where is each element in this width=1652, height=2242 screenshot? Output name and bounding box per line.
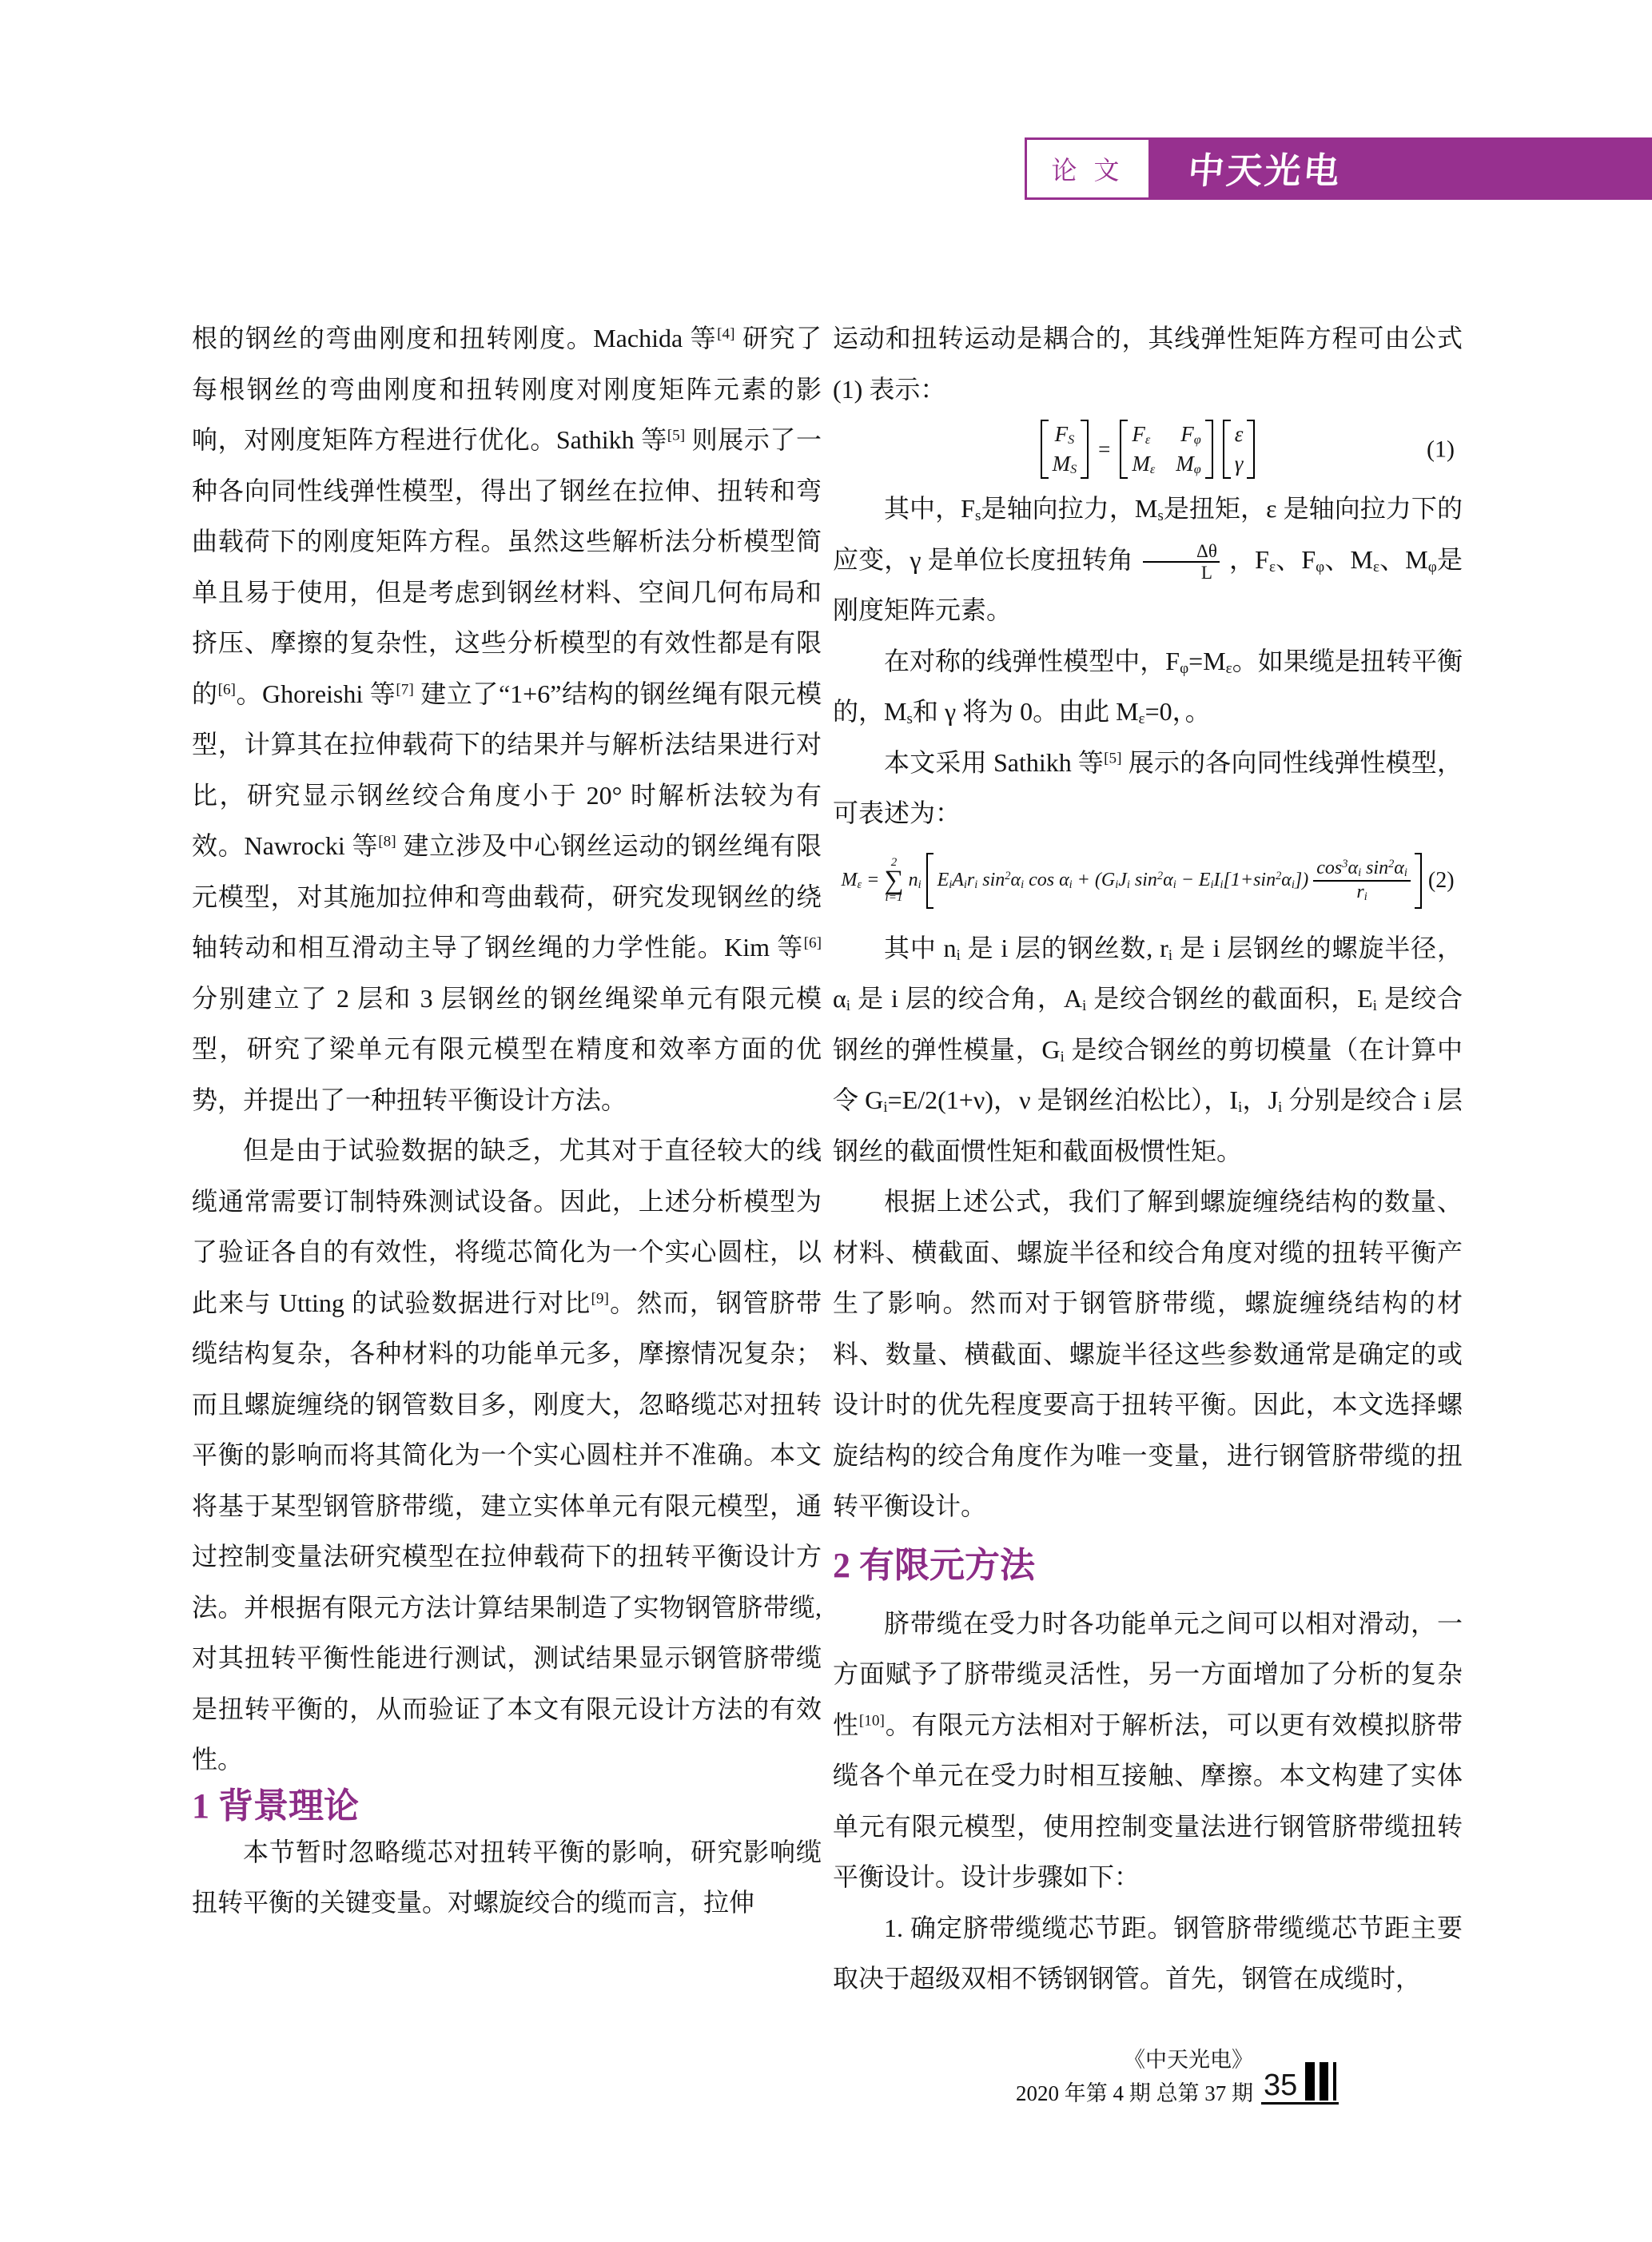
paper-tag-box xyxy=(1025,137,1151,200)
right-column xyxy=(833,313,1463,2005)
equals-sign: = xyxy=(1098,436,1111,461)
footer-issue-info: 2020 年第 4 期 总第 37 期 xyxy=(1016,2081,1253,2105)
journal-logo: 中天光电 xyxy=(1186,149,1343,193)
body-paragraph: 根据上述公式，我们了解到螺旋缠绕结构的数量、材料、横截面、螺旋半径和绞合角度对缆的扭转平衡产生了影响。然而对于钢管脐带缆，螺旋缠绕结构的材料、数量、横截面、螺旋半径这些参数通常是确定的或设计时的优先程度要高于扭转平衡。因此，本文选择螺旋结构的绞合角度作为唯一变量，进行钢管脐带缆的扭转平衡设计。 xyxy=(833,1187,1463,1520)
body-paragraph: 其中 $n_i$ 是 i 层的钢丝数, $r_i$ 是 i 层钢丝的螺旋半径，$\alpha_i$ 是 i 层的绞合角，$A_i$ 是绞合钢丝的截面积，$E_i$ 是绞合钢丝的弹性模量，$G_i$ 是绞合钢丝的剪切模量（在计算中令 $G_i=E/2(1+\nu)$，ν 是钢丝泊松比），$I_i$，$J_i$ 分别是绞合 i 层钢丝的截面惯性矩和截面极惯性矩。 xyxy=(833,933,1463,1165)
section-heading-fem-method: 2 有限元方法 xyxy=(833,1545,1035,1585)
body-paragraph: 在对称的线弹性模型中，$F_\varphi=M_\varepsilon$。如果缆是扭转平衡的，$M_s$和 γ 将为 0。由此 $M_\varepsilon=0$，。 xyxy=(833,646,1463,727)
formula2-lhs: $M_\varepsilon$ = xyxy=(841,870,880,892)
footer-journal-name: 《中天光电》 xyxy=(1124,2048,1253,2072)
body-paragraph: 本节暂时忽略缆芯对扭转平衡的影响，研究影响缆扭转平衡的关键变量。对螺旋绞合的缆而言，拉伸 xyxy=(192,1837,822,1917)
matrix-equation xyxy=(1041,420,1256,479)
equation-number-2: (2) xyxy=(1427,867,1455,893)
body-paragraph: 脐带缆在受力时各功能单元之间可以相对滑动，一方面赋予了脐带缆灵活性，另一方面增加了分析的复杂性[10]。有限元方法相对于解析法，可以更有效模拟脐带缆各个单元在受力时相互接触、摩擦。本文构建了实体单元有限元模型，使用控制变量法进行钢管脐带缆扭转平衡设计。设计步骤如下： xyxy=(833,1608,1463,1891)
page-number-block xyxy=(1261,2062,1339,2105)
left-column xyxy=(192,313,822,1929)
body-paragraph: 运动和扭转运动是耦合的，其线弹性矩阵方程可由公式 (1) 表示： xyxy=(833,324,1463,404)
body-paragraph: 其中，$F_s$是轴向拉力，$M_s$是扭矩，ε 是轴向拉力下的应变，γ 是单位长度扭转角 $\frac{\Delta\theta}{L}$ ，$F_\varepsilon$、$F_\varphi$、$M_\varepsilon$、$M_\varphi$是刚度矩阵元素。 xyxy=(833,494,1463,624)
body-paragraph: 1. 确定脐带缆缆芯节距。钢管脐带缆缆芯节距主要取决于超级双相不锈钢钢管。首先，钢管在成缆时， xyxy=(833,1913,1463,1993)
section-heading-background-theory: 1 背景理论 xyxy=(192,1786,359,1826)
inline-fraction-twist-angle: $\frac{\Delta\theta}{L}$ xyxy=(1143,541,1220,583)
page-number: 35 xyxy=(1264,2069,1298,2102)
formula-2: $M_\varepsilon$ = 2 ∑ i=1 $n_i$ $E_iA_ir_i$ $\sin^2\alpha_i$ $\cos \alpha_i + (G_iJ_i$ $\sin^2\alpha_i - E_iI_i[1+\sin^2\alpha_i]$) $\frac{\cos^3\alpha_i \sin^2\alpha_i}{r_i}$ (2) xyxy=(833,839,1463,923)
formula-1 xyxy=(833,415,1463,484)
page-marker-bars-icon xyxy=(1305,2062,1336,2101)
equation-number-1: (1) xyxy=(1427,436,1455,463)
body-paragraph: 根的钢丝的弯曲刚度和扭转刚度。Machida 等[4] 研究了每根钢丝的弯曲刚度和扭转刚度对刚度矩阵元素的影响，对刚度矩阵方程进行优化。Sathikh 等[5] 则展示了一种各向同性线弹性模型，得出了钢丝在拉伸、扭转和弯曲载荷下的刚度矩阵方程。虽然这些解析法分析模型简单且易于使用，但是考虑到钢丝材料、空间几何布局和挤压、摩擦的复杂性，这些分析模型的有效性都是有限的[6]。Ghoreishi 等[7] 建立了“1+6”结构的钢丝绳有限元模型，计算其在拉伸载荷下的结果并与解析法结果进行对比，研究显示钢丝绞合角度小于 20° 时解析法较为有效。Nawrocki 等[8] 建立涉及中心钢丝运动的钢丝绳有限元模型，对其施加拉伸和弯曲载荷，研究发现钢丝的绕轴转动和相互滑动主导了钢丝绳的力学性能。Kim 等[6] 分别建立了 2 层和 3 层钢丝的钢丝绳梁单元有限元模型，研究了梁单元有限元模型在精度和效率方面的优势，并提出了一种扭转平衡设计方法。 xyxy=(192,324,822,1114)
stiffness-matrix: $F_\varepsilon$ $F_\varphi$ $M_\varepsilon$ $M_\varphi$ xyxy=(1120,420,1212,479)
summation-symbol: 2 ∑ i=1 xyxy=(884,856,904,905)
paper-tag-label: 论 文 xyxy=(1051,156,1125,185)
matrix-rhs: ε γ xyxy=(1223,420,1256,479)
fraction: $\frac{\cos^3\alpha_i \sin^2\alpha_i}{r_i}$ xyxy=(1313,858,1411,903)
page-footer xyxy=(1016,2043,1253,2110)
bracketed-expression: $E_iA_ir_i$ $\sin^2\alpha_i$ $\cos \alpha_i + (G_iJ_i$ $\sin^2\alpha_i - E_iI_i[1+\sin^2\alpha_i]$) $\frac{\cos^3\alpha_i \sin^2\alpha_i}{r_i}$ xyxy=(926,853,1422,908)
journal-banner xyxy=(1025,137,1652,200)
matrix-lhs: $F_S$ $M_S$ xyxy=(1041,420,1089,479)
body-paragraph: 本文采用 Sathikh 等[5] 展示的各向同性线弹性模型，可表述为： xyxy=(833,747,1463,827)
body-paragraph: 但是由于试验数据的缺乏，尤其对于直径较大的线缆通常需要订制特殊测试设备。因此，上述分析模型为了验证各自的有效性，将缆芯简化为一个实心圆柱，以此来与 Utting 的试验数据进行对比[9]。然而，钢管脐带缆结构复杂，各种材料的功能单元多，摩擦情况复杂；而且螺旋缠绕的钢管数目多，刚度大，忽略缆芯对扭转平衡的影响而将其简化为一个实心圆柱并不准确。本文将基于某型钢管脐带缆，建立实体单元有限元模型，通过控制变量法研究模型在拉伸载荷下的扭转平衡设计方法。并根据有限元方法计算结果制造了实物钢管脐带缆,对其扭转平衡性能进行测试，测试结果显示钢管脐带缆是扭转平衡的，从而验证了本文有限元设计方法的有效性。 xyxy=(192,1136,822,1774)
